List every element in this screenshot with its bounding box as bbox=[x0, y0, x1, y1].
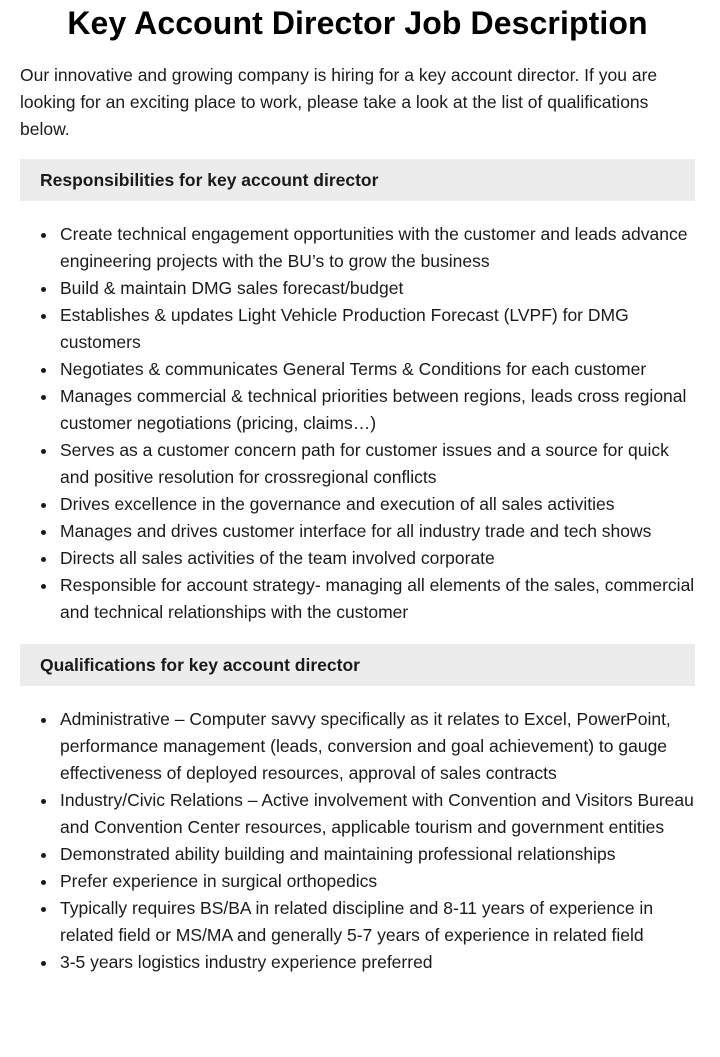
list-item: Responsible for account strategy- managing all elements of the sales, commercial and technical relationships with the customer bbox=[60, 572, 695, 626]
qualifications-list bbox=[20, 706, 695, 976]
list-item: Build & maintain DMG sales forecast/budget bbox=[60, 275, 695, 302]
page-title: Key Account Director Job Description bbox=[67, 5, 648, 41]
responsibilities-heading: Responsibilities for key account director bbox=[20, 159, 695, 201]
list-item: Directs all sales activities of the team involved corporate bbox=[60, 545, 695, 572]
intro-paragraph: Our innovative and growing company is hiring for a key account director. If you are looking for an exciting place to work, please take a look at the list of qualifications below. bbox=[20, 65, 658, 139]
list-item: Prefer experience in surgical orthopedics bbox=[60, 868, 695, 895]
list-item: Negotiates & communicates General Terms & Conditions for each customer bbox=[60, 356, 695, 383]
list-item: Create technical engagement opportunities with the customer and leads advance engineering projects with the BU’s to grow the business bbox=[60, 221, 695, 275]
list-item: Administrative – Computer savvy specifically as it relates to Excel, PowerPoint, performance management (leads, conversion and goal achievement) to gauge effectiveness of deployed resources, approval of sales contracts bbox=[60, 706, 695, 787]
list-item: Manages commercial & technical priorities between regions, leads cross regional customer negotiations (pricing, claims…) bbox=[60, 383, 695, 437]
list-item: Typically requires BS/BA in related discipline and 8-11 years of experience in related field or MS/MA and generally 5-7 years of experience in related field bbox=[60, 895, 695, 949]
qualifications-heading: Qualifications for key account director bbox=[20, 644, 695, 686]
list-item: Establishes & updates Light Vehicle Production Forecast (LVPF) for DMG customers bbox=[60, 302, 695, 356]
responsibilities-list bbox=[20, 221, 695, 626]
list-item: Industry/Civic Relations – Active involvement with Convention and Visitors Bureau and Convention Center resources, applicable tourism and government entities bbox=[60, 787, 695, 841]
list-item: Drives excellence in the governance and execution of all sales activities bbox=[60, 491, 695, 518]
list-item: Demonstrated ability building and maintaining professional relationships bbox=[60, 841, 695, 868]
list-item: Manages and drives customer interface for all industry trade and tech shows bbox=[60, 518, 695, 545]
list-item: 3-5 years logistics industry experience preferred bbox=[60, 949, 695, 976]
list-item: Serves as a customer concern path for customer issues and a source for quick and positive resolution for crossregional conflicts bbox=[60, 437, 695, 491]
